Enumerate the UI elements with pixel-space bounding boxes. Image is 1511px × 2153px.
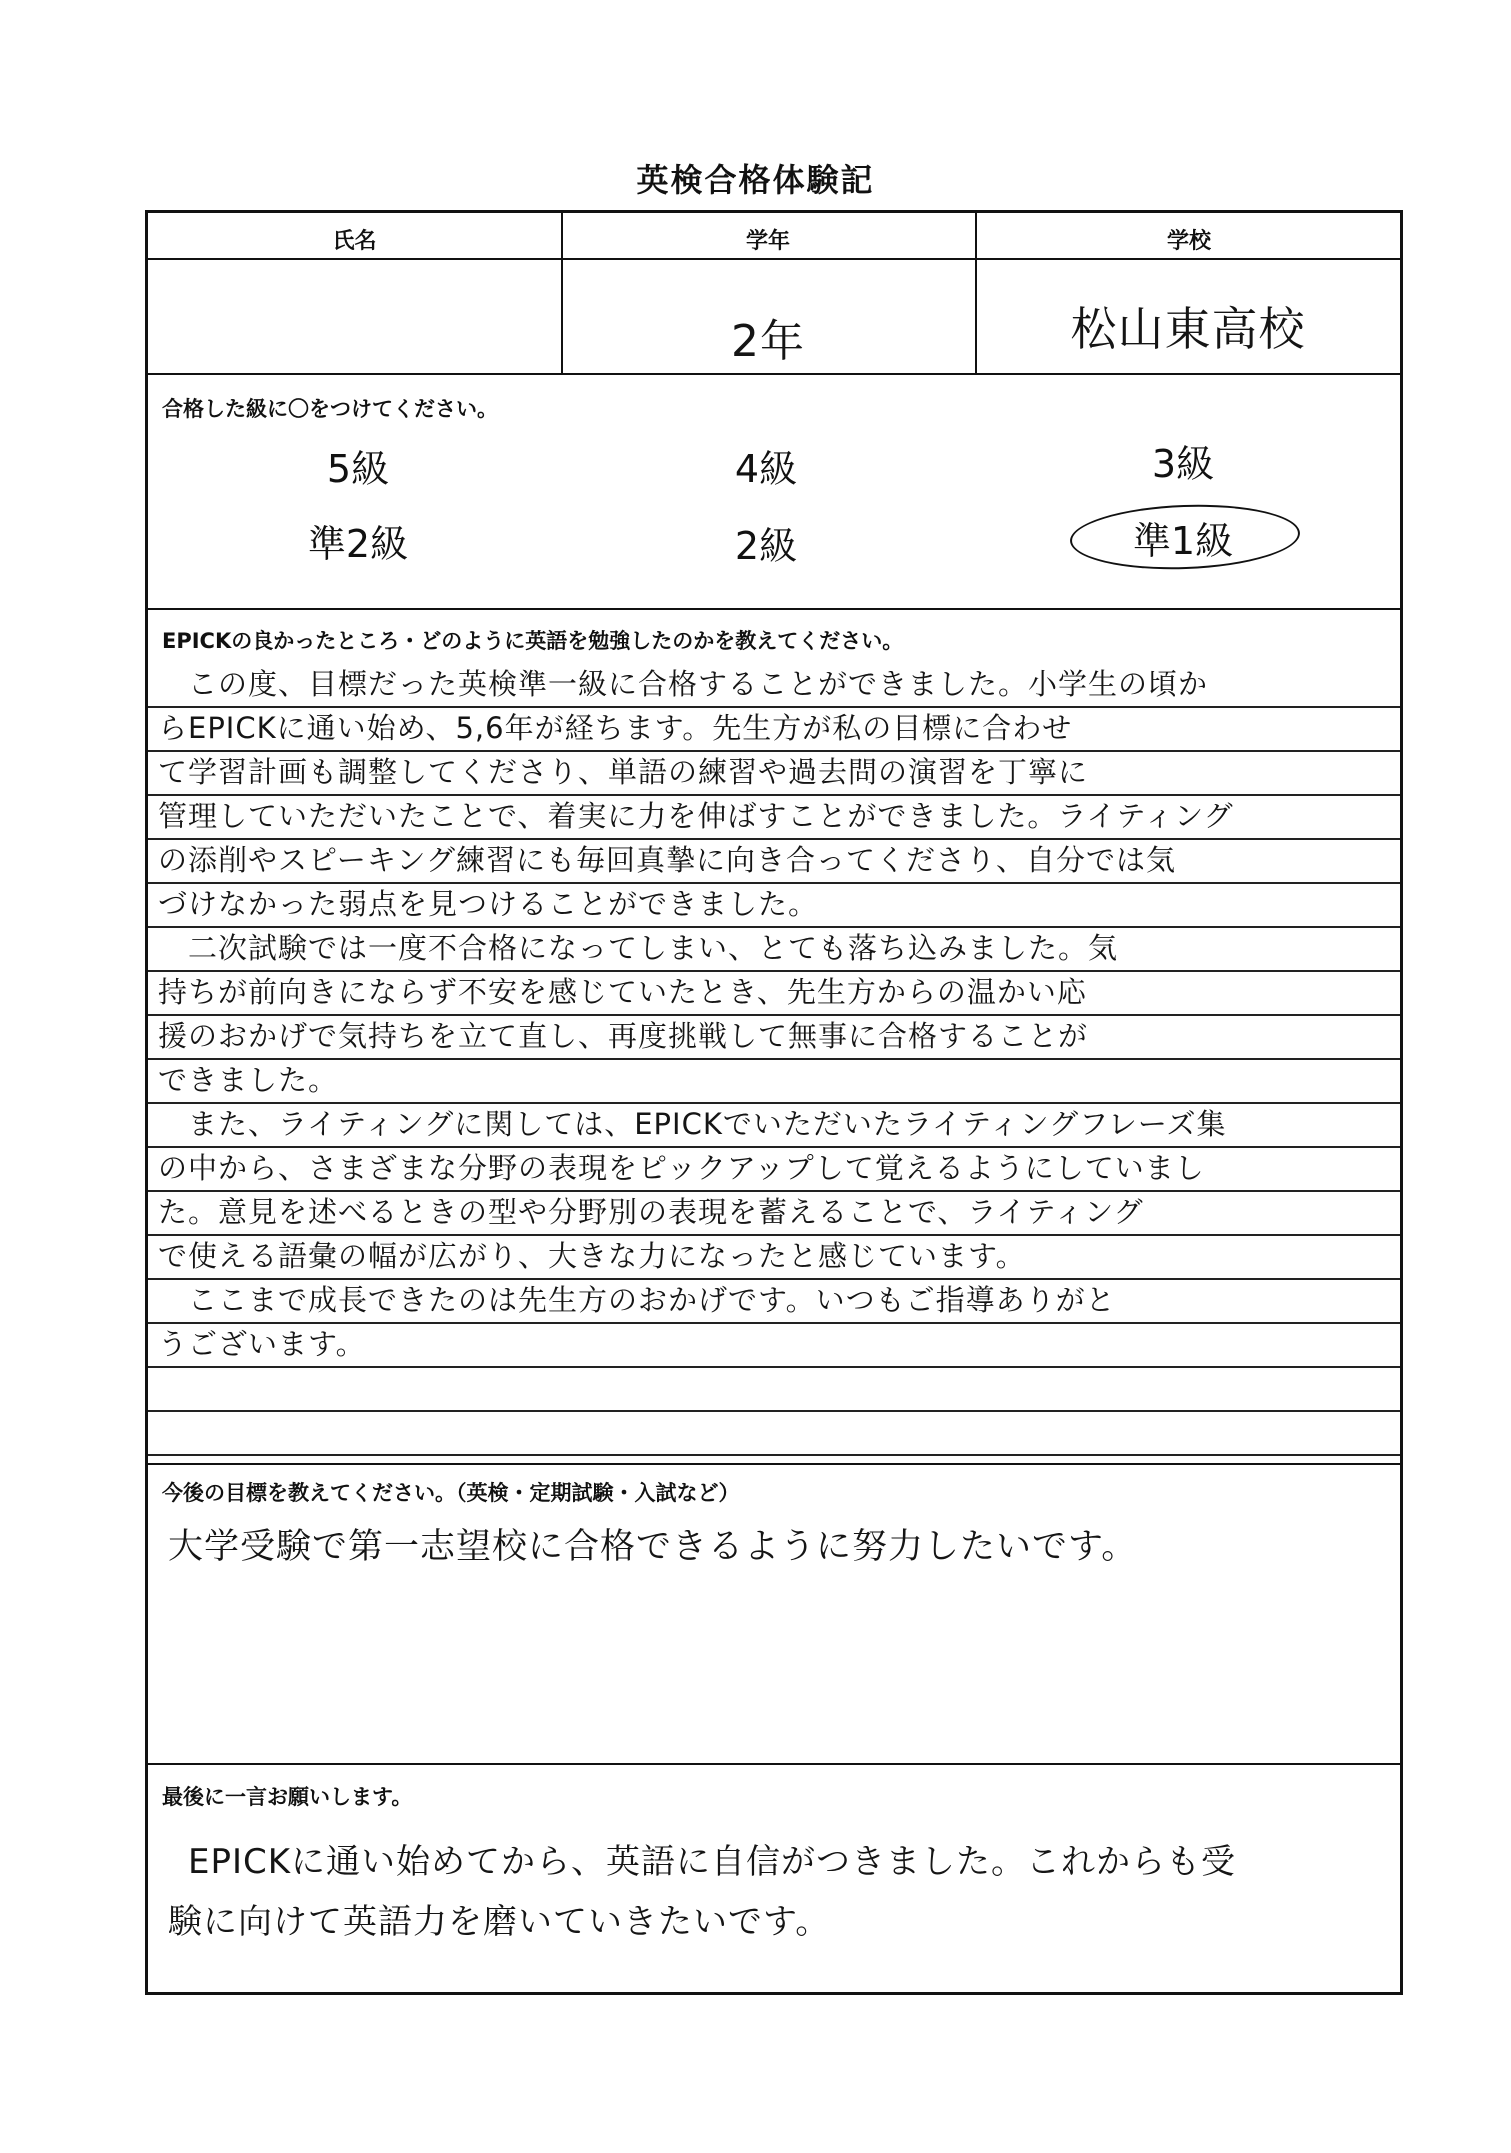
goal-section-divider — [148, 1763, 1400, 1765]
grades-prompt: 合格した級に〇をつけてください。 — [162, 397, 498, 421]
essay-line: また、ライティングに関しては、EPICKでいただいたライティングフレーズ集 — [158, 1107, 1227, 1141]
grade-option: 5級 — [326, 447, 390, 491]
grade-option: 2級 — [734, 524, 798, 568]
essay-line: の添削やスピーキング練習にも毎回真摯に向き合ってくださり、自分では気 — [158, 843, 1176, 877]
essay-line: て学習計画も調整してくださり、単語の練習や過去問の演習を丁寧に — [158, 755, 1089, 789]
ruled-line — [148, 1454, 1400, 1456]
essay-prompt: EPICKの良かったところ・どのように英語を勉強したのかを教えてください。 — [162, 629, 904, 653]
final-prompt: 最後に一言お願いします。 — [162, 1785, 413, 1809]
essay-line: で使える語彙の幅が広がり、大きな力になったと感じています。 — [158, 1239, 1026, 1273]
school-header: 学校 — [1166, 229, 1211, 254]
essay-line: できました。 — [158, 1063, 339, 1097]
essay-line: づけなかった弱点を見つけることができました。 — [158, 887, 819, 921]
ruled-line — [148, 1366, 1400, 1368]
goal-prompt: 今後の目標を教えてください。（英検・定期試験・入試など） — [162, 1481, 740, 1505]
essay-line: た。意見を述べるときの型や分野別の表現を蓄えることで、ライティング — [158, 1195, 1144, 1229]
grade-value: 2年 — [731, 316, 805, 367]
header-divider — [148, 258, 1400, 260]
essay-line: 二次試験では一度不合格になってしまい、とても落ち込みました。気 — [158, 931, 1119, 965]
goal-text: 大学受験で第一志望校に合格できるように努力したいです。 — [168, 1527, 1138, 1567]
document-title: 英検合格体験記 — [636, 161, 875, 199]
essay-line: 持ちが前向きにならず不安を感じていたとき、先生方からの温かい応 — [158, 975, 1087, 1009]
experience-form — [145, 210, 1403, 1995]
grade-option: 4級 — [734, 447, 798, 491]
final-line: 験に向けて英語力を磨いていきたいです。 — [168, 1902, 831, 1942]
essay-line: 管理していただいたことで、着実に力を伸ばすことができました。ライティング — [158, 799, 1234, 833]
essay-line: ここまで成長できたのは先生方のおかげです。いつもご指導ありがと — [158, 1283, 1116, 1317]
essay-line: この度、目標だった英検準一級に合格することができました。小学生の頃か — [158, 667, 1209, 701]
grades-section-divider — [148, 608, 1400, 610]
essay-line: の中から、さまざまな分野の表現をピックアップして覚えるようにしていまし — [158, 1151, 1205, 1185]
essay-line: らEPICKに通い始め、5,6年が経ちます。先生方が私の目標に合わせ — [158, 711, 1073, 745]
grade-option: 準2級 — [307, 522, 409, 566]
grade-option: 3級 — [1151, 442, 1215, 486]
ruled-line — [148, 1410, 1400, 1412]
essay-line: うございます。 — [158, 1327, 366, 1361]
school-value: 松山東高校 — [1070, 302, 1306, 356]
info-row-divider — [148, 373, 1400, 375]
essay-section-divider — [148, 1463, 1400, 1465]
final-line: EPICKに通い始めてから、英語に自信がつきました。これからも受 — [188, 1842, 1237, 1882]
name-header: 氏名 — [332, 229, 377, 254]
essay-line: 援のおかげで気持ちを立て直し、再度挑戦して無事に合格することが — [158, 1019, 1089, 1053]
grade-option-selected: 準1級 — [1132, 519, 1234, 563]
grade-header: 学年 — [745, 229, 790, 254]
